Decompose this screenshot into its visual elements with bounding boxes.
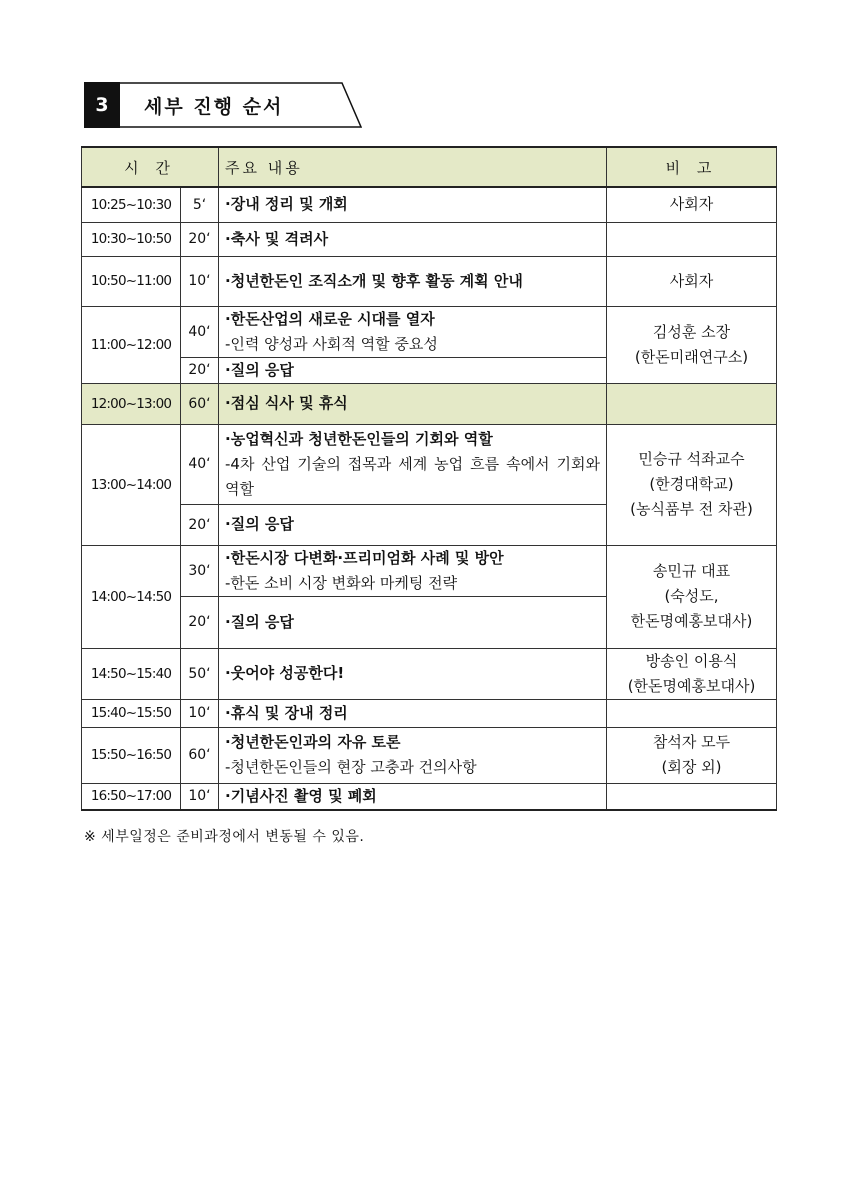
note-cell <box>607 648 777 699</box>
table-header-row <box>82 147 777 187</box>
content-cell <box>219 424 607 504</box>
content-sub: -인력 양성과 사회적 역할 중요성 <box>225 334 438 353</box>
duration-cell: 20‘ <box>181 222 219 256</box>
time-cell: 10:50~11:00 <box>82 256 181 306</box>
section-number: 3 <box>84 82 120 128</box>
note-line: (농식품부 전 차관) <box>630 500 753 518</box>
header-note: 비 고 <box>607 147 777 187</box>
content-cell <box>219 727 607 783</box>
time-cell: 16:50~17:00 <box>82 783 181 810</box>
table-row <box>82 187 777 222</box>
note-line: (한경대학교) <box>649 475 734 493</box>
time-cell: 11:00~12:00 <box>82 306 181 383</box>
duration-cell: 20‘ <box>181 596 219 648</box>
note-cell <box>607 727 777 783</box>
note-cell <box>607 699 777 727</box>
note-cell <box>607 783 777 810</box>
table-row <box>82 699 777 727</box>
content-cell: ·질의 응답 <box>219 357 607 383</box>
table-row <box>82 545 777 596</box>
duration-cell: 60‘ <box>181 727 219 783</box>
section-title: 세부 진행 순서 <box>144 95 284 118</box>
time-cell: 15:40~15:50 <box>82 699 181 727</box>
table-row <box>82 306 777 357</box>
note-cell: 사회자 <box>607 256 777 306</box>
note-cell <box>607 383 777 424</box>
time-cell: 15:50~16:50 <box>82 727 181 783</box>
content-cell: ·질의 응답 <box>219 596 607 648</box>
table-row <box>82 648 777 699</box>
duration-cell: 50‘ <box>181 648 219 699</box>
content-cell: ·기념사진 촬영 및 폐회 <box>219 783 607 810</box>
duration-cell: 10‘ <box>181 783 219 810</box>
content-cell: ·휴식 및 장내 정리 <box>219 699 607 727</box>
table-row <box>82 727 777 783</box>
note-line: (한돈명예홍보대사) <box>627 676 756 695</box>
content-cell: ·청년한돈인 조직소개 및 향후 활동 계획 안내 <box>219 256 607 306</box>
content-cell: ·축사 및 격려사 <box>219 222 607 256</box>
time-cell: 12:00~13:00 <box>82 383 181 424</box>
header-content: 주요 내용 <box>219 147 607 187</box>
content-cell: ·점심 식사 및 휴식 <box>219 383 607 424</box>
duration-cell: 10‘ <box>181 699 219 727</box>
time-cell: 13:00~14:00 <box>82 424 181 545</box>
content-main: ·한돈시장 다변화·프리미엄화 사례 및 방안 <box>225 548 504 567</box>
content-main: ·농업혁신과 청년한돈인들의 기회와 역할 <box>225 429 493 448</box>
duration-cell: 20‘ <box>181 357 219 383</box>
note-cell <box>607 222 777 256</box>
content-main: ·청년한돈인과의 자유 토론 <box>225 733 401 751</box>
table-row <box>82 783 777 810</box>
note-line: 한돈명예홍보대사) <box>630 612 753 630</box>
note-cell: 사회자 <box>607 187 777 222</box>
note-line: 김성훈 소장 <box>652 322 731 341</box>
note-line: 송민규 대표 <box>652 562 731 580</box>
time-cell: 10:25~10:30 <box>82 187 181 222</box>
time-cell: 10:30~10:50 <box>82 222 181 256</box>
note-line: (숙성도, <box>664 587 719 605</box>
note-line: 방송인 이용식 <box>645 651 738 670</box>
duration-cell: 40‘ <box>181 306 219 357</box>
header-time: 시 간 <box>82 147 219 187</box>
duration-cell: 30‘ <box>181 545 219 596</box>
note-cell <box>607 424 777 545</box>
duration-cell: 60‘ <box>181 383 219 424</box>
duration-cell: 10‘ <box>181 256 219 306</box>
content-sub: -청년한돈인들의 현장 고충과 건의사항 <box>225 758 477 776</box>
note-line: 참석자 모두 <box>652 733 731 751</box>
table-row-lunch <box>82 383 777 424</box>
content-cell <box>219 306 607 357</box>
content-cell <box>219 545 607 596</box>
duration-cell: 5‘ <box>181 187 219 222</box>
note-line: (회장 외) <box>661 758 722 776</box>
table-row <box>82 222 777 256</box>
content-main: ·한돈산업의 새로운 시대를 열자 <box>225 309 435 328</box>
duration-cell: 20‘ <box>181 504 219 545</box>
note-cell <box>607 306 777 383</box>
table-row <box>82 424 777 504</box>
note-line: 민승규 석좌교수 <box>638 450 745 468</box>
table-row <box>82 256 777 306</box>
content-cell: ·장내 정리 및 개회 <box>219 187 607 222</box>
content-sub: -4차 산업 기술의 접목과 세계 농업 흐름 속에서 기회와 역할 <box>225 454 600 498</box>
time-cell: 14:50~15:40 <box>82 648 181 699</box>
section-heading <box>84 82 362 128</box>
note-cell <box>607 545 777 648</box>
schedule-table <box>81 146 777 811</box>
content-sub: -한돈 소비 시장 변화와 마케팅 전략 <box>225 573 458 592</box>
note-line: (한돈미래연구소) <box>634 347 749 366</box>
footnote: ※ 세부일정은 준비과정에서 변동될 수 있음. <box>84 829 365 845</box>
time-cell: 14:00~14:50 <box>82 545 181 648</box>
duration-cell: 40‘ <box>181 424 219 504</box>
content-cell: ·웃어야 성공한다! <box>219 648 607 699</box>
content-cell: ·질의 응답 <box>219 504 607 545</box>
